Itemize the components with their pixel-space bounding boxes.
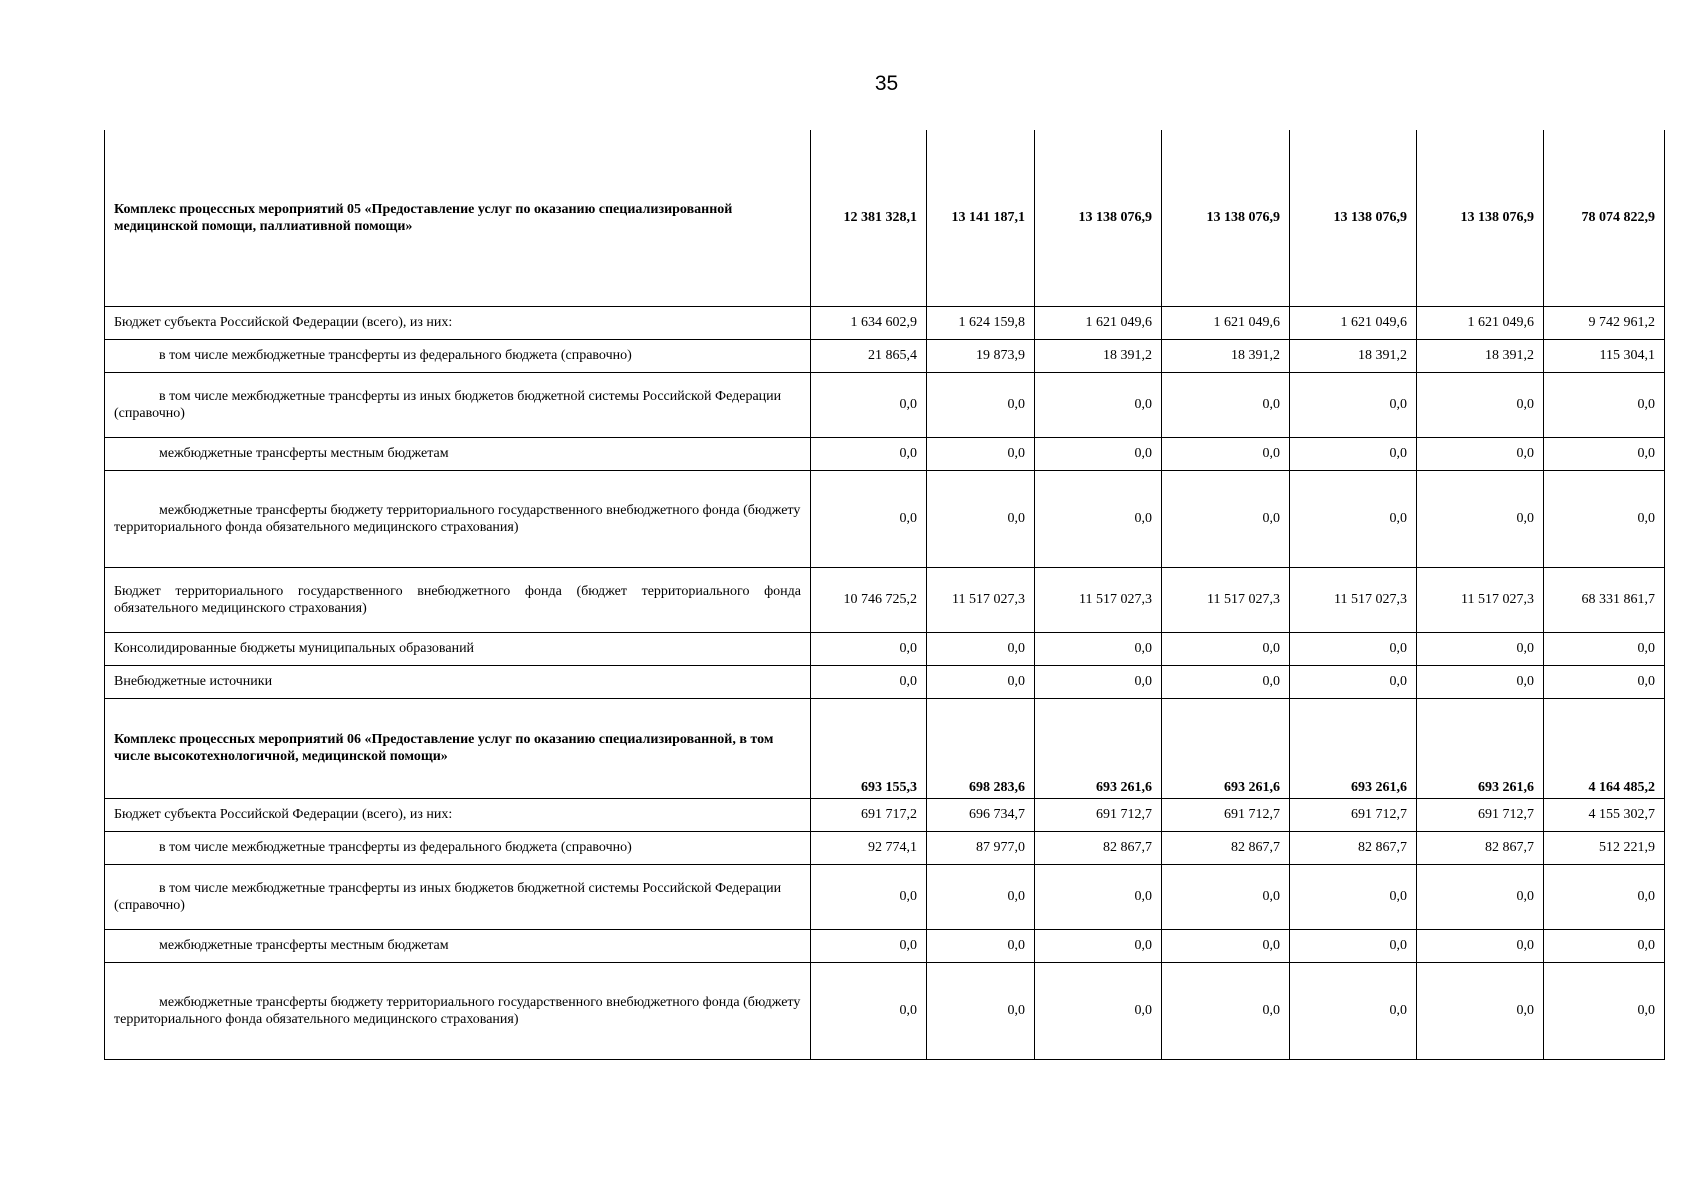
row-label: межбюджетные трансферты бюджету территориального государственного внебюджетного фонда (бюджету территориального фонда обязательного медицинского страхования) — [105, 470, 811, 567]
value-cell: 92 774,1 — [811, 831, 927, 864]
total-cell: 115 304,1 — [1544, 339, 1665, 372]
table-row — [105, 798, 1665, 831]
total-cell: 0,0 — [1544, 372, 1665, 437]
value-cell: 0,0 — [927, 437, 1035, 470]
value-cell: 696 734,7 — [927, 798, 1035, 831]
value-cell: 18 391,2 — [1035, 339, 1162, 372]
value-cell: 12 381 328,1 — [811, 130, 927, 306]
row-label: Внебюджетные источники — [105, 665, 811, 698]
value-cell: 691 712,7 — [1035, 798, 1162, 831]
row-label: в том числе межбюджетные трансферты из иных бюджетов бюджетной системы Российской Федерации (справочно) — [105, 372, 811, 437]
total-cell: 512 221,9 — [1544, 831, 1665, 864]
value-cell: 1 624 159,8 — [927, 306, 1035, 339]
table-row — [105, 437, 1665, 470]
value-cell: 10 746 725,2 — [811, 567, 927, 632]
budget-table — [104, 130, 1665, 1060]
value-cell: 0,0 — [1417, 437, 1544, 470]
value-cell: 693 261,6 — [1417, 698, 1544, 798]
value-cell: 1 621 049,6 — [1417, 306, 1544, 339]
table-row-section-06 — [105, 698, 1665, 798]
value-cell: 0,0 — [1162, 437, 1290, 470]
value-cell: 693 261,6 — [1290, 698, 1417, 798]
total-cell: 4 164 485,2 — [1544, 698, 1665, 798]
value-cell: 693 261,6 — [1035, 698, 1162, 798]
value-cell: 11 517 027,3 — [1035, 567, 1162, 632]
value-cell: 0,0 — [811, 470, 927, 567]
total-cell: 0,0 — [1544, 665, 1665, 698]
table-row — [105, 962, 1665, 1059]
value-cell: 698 283,6 — [927, 698, 1035, 798]
value-cell: 18 391,2 — [1162, 339, 1290, 372]
table-row — [105, 864, 1665, 929]
value-cell: 693 155,3 — [811, 698, 927, 798]
value-cell: 0,0 — [1035, 962, 1162, 1059]
total-cell: 0,0 — [1544, 437, 1665, 470]
row-label: межбюджетные трансферты бюджету территориального государственного внебюджетного фонда (бюджету территориального фонда обязательного медицинского страхования) — [105, 962, 811, 1059]
budget-table-body — [105, 130, 1665, 1059]
value-cell: 19 873,9 — [927, 339, 1035, 372]
total-cell: 0,0 — [1544, 929, 1665, 962]
value-cell: 0,0 — [1290, 437, 1417, 470]
value-cell: 0,0 — [1035, 372, 1162, 437]
value-cell: 0,0 — [811, 437, 927, 470]
value-cell: 0,0 — [1417, 372, 1544, 437]
table-row — [105, 567, 1665, 632]
value-cell: 0,0 — [811, 665, 927, 698]
total-cell: 0,0 — [1544, 632, 1665, 665]
value-cell: 0,0 — [927, 372, 1035, 437]
value-cell: 0,0 — [1162, 929, 1290, 962]
row-label: в том числе межбюджетные трансферты из федерального бюджета (справочно) — [105, 339, 811, 372]
value-cell: 82 867,7 — [1417, 831, 1544, 864]
value-cell: 0,0 — [1290, 632, 1417, 665]
total-cell: 4 155 302,7 — [1544, 798, 1665, 831]
value-cell: 0,0 — [1162, 632, 1290, 665]
value-cell: 691 717,2 — [811, 798, 927, 831]
table-row — [105, 831, 1665, 864]
value-cell: 11 517 027,3 — [1417, 567, 1544, 632]
value-cell: 13 138 076,9 — [1417, 130, 1544, 306]
value-cell: 0,0 — [1417, 632, 1544, 665]
value-cell: 1 634 602,9 — [811, 306, 927, 339]
value-cell: 18 391,2 — [1290, 339, 1417, 372]
value-cell: 11 517 027,3 — [927, 567, 1035, 632]
value-cell: 0,0 — [927, 470, 1035, 567]
row-label: Бюджет субъекта Российской Федерации (всего), из них: — [105, 798, 811, 831]
value-cell: 0,0 — [1035, 437, 1162, 470]
row-label: Комплекс процессных мероприятий 06 «Предоставление услуг по оказанию специализированной, в том числе высокотехнологичной, медицинской помощи» — [105, 698, 811, 798]
row-label: в том числе межбюджетные трансферты из иных бюджетов бюджетной системы Российской Федерации (справочно) — [105, 864, 811, 929]
value-cell: 13 138 076,9 — [1162, 130, 1290, 306]
table-row — [105, 306, 1665, 339]
row-label: межбюджетные трансферты местным бюджетам — [105, 929, 811, 962]
value-cell: 693 261,6 — [1162, 698, 1290, 798]
row-label: Бюджет субъекта Российской Федерации (всего), из них: — [105, 306, 811, 339]
value-cell: 82 867,7 — [1162, 831, 1290, 864]
value-cell: 82 867,7 — [1035, 831, 1162, 864]
value-cell: 13 141 187,1 — [927, 130, 1035, 306]
value-cell: 1 621 049,6 — [1290, 306, 1417, 339]
value-cell: 0,0 — [1417, 962, 1544, 1059]
value-cell: 0,0 — [1035, 665, 1162, 698]
row-label: Комплекс процессных мероприятий 05 «Предоставление услуг по оказанию специализированной медицинской помощи, паллиативной помощи» — [105, 130, 811, 306]
value-cell: 0,0 — [811, 632, 927, 665]
total-cell: 9 742 961,2 — [1544, 306, 1665, 339]
value-cell: 13 138 076,9 — [1290, 130, 1417, 306]
row-label: межбюджетные трансферты местным бюджетам — [105, 437, 811, 470]
value-cell: 0,0 — [1290, 372, 1417, 437]
value-cell: 0,0 — [1417, 864, 1544, 929]
value-cell: 0,0 — [1162, 665, 1290, 698]
table-row — [105, 929, 1665, 962]
value-cell: 1 621 049,6 — [1035, 306, 1162, 339]
value-cell: 18 391,2 — [1417, 339, 1544, 372]
total-cell: 0,0 — [1544, 962, 1665, 1059]
table-row-section-05 — [105, 130, 1665, 306]
value-cell: 0,0 — [1417, 665, 1544, 698]
table-row — [105, 372, 1665, 437]
value-cell: 0,0 — [1417, 470, 1544, 567]
value-cell: 0,0 — [927, 632, 1035, 665]
row-label: Бюджет территориального государственного внебюджетного фонда (бюджет территориального фонда обязательного медицинского страхования) — [105, 567, 811, 632]
value-cell: 0,0 — [927, 665, 1035, 698]
value-cell: 0,0 — [1417, 929, 1544, 962]
value-cell: 13 138 076,9 — [1035, 130, 1162, 306]
value-cell: 0,0 — [1290, 665, 1417, 698]
value-cell: 0,0 — [811, 929, 927, 962]
total-cell: 78 074 822,9 — [1544, 130, 1665, 306]
page-number: 35 — [874, 72, 899, 95]
value-cell: 0,0 — [927, 929, 1035, 962]
value-cell: 0,0 — [811, 864, 927, 929]
value-cell: 0,0 — [1035, 632, 1162, 665]
table-row — [105, 665, 1665, 698]
value-cell: 691 712,7 — [1417, 798, 1544, 831]
value-cell: 0,0 — [1290, 929, 1417, 962]
row-label: в том числе межбюджетные трансферты из федерального бюджета (справочно) — [105, 831, 811, 864]
value-cell: 691 712,7 — [1162, 798, 1290, 831]
value-cell: 0,0 — [1290, 864, 1417, 929]
value-cell: 11 517 027,3 — [1162, 567, 1290, 632]
value-cell: 0,0 — [1035, 864, 1162, 929]
table-row — [105, 470, 1665, 567]
value-cell: 0,0 — [1162, 470, 1290, 567]
value-cell: 0,0 — [927, 962, 1035, 1059]
total-cell: 0,0 — [1544, 864, 1665, 929]
value-cell: 11 517 027,3 — [1290, 567, 1417, 632]
value-cell: 21 865,4 — [811, 339, 927, 372]
value-cell: 0,0 — [1035, 929, 1162, 962]
total-cell: 0,0 — [1544, 470, 1665, 567]
value-cell: 1 621 049,6 — [1162, 306, 1290, 339]
value-cell: 87 977,0 — [927, 831, 1035, 864]
value-cell: 82 867,7 — [1290, 831, 1417, 864]
value-cell: 0,0 — [1035, 470, 1162, 567]
value-cell: 0,0 — [1290, 470, 1417, 567]
value-cell: 0,0 — [1162, 372, 1290, 437]
value-cell: 0,0 — [1162, 864, 1290, 929]
total-cell: 68 331 861,7 — [1544, 567, 1665, 632]
value-cell: 0,0 — [811, 372, 927, 437]
row-label: Консолидированные бюджеты муниципальных образований — [105, 632, 811, 665]
value-cell: 0,0 — [1290, 962, 1417, 1059]
table-row — [105, 632, 1665, 665]
value-cell: 0,0 — [811, 962, 927, 1059]
value-cell: 0,0 — [1162, 962, 1290, 1059]
table-row — [105, 339, 1665, 372]
value-cell: 0,0 — [927, 864, 1035, 929]
value-cell: 691 712,7 — [1290, 798, 1417, 831]
